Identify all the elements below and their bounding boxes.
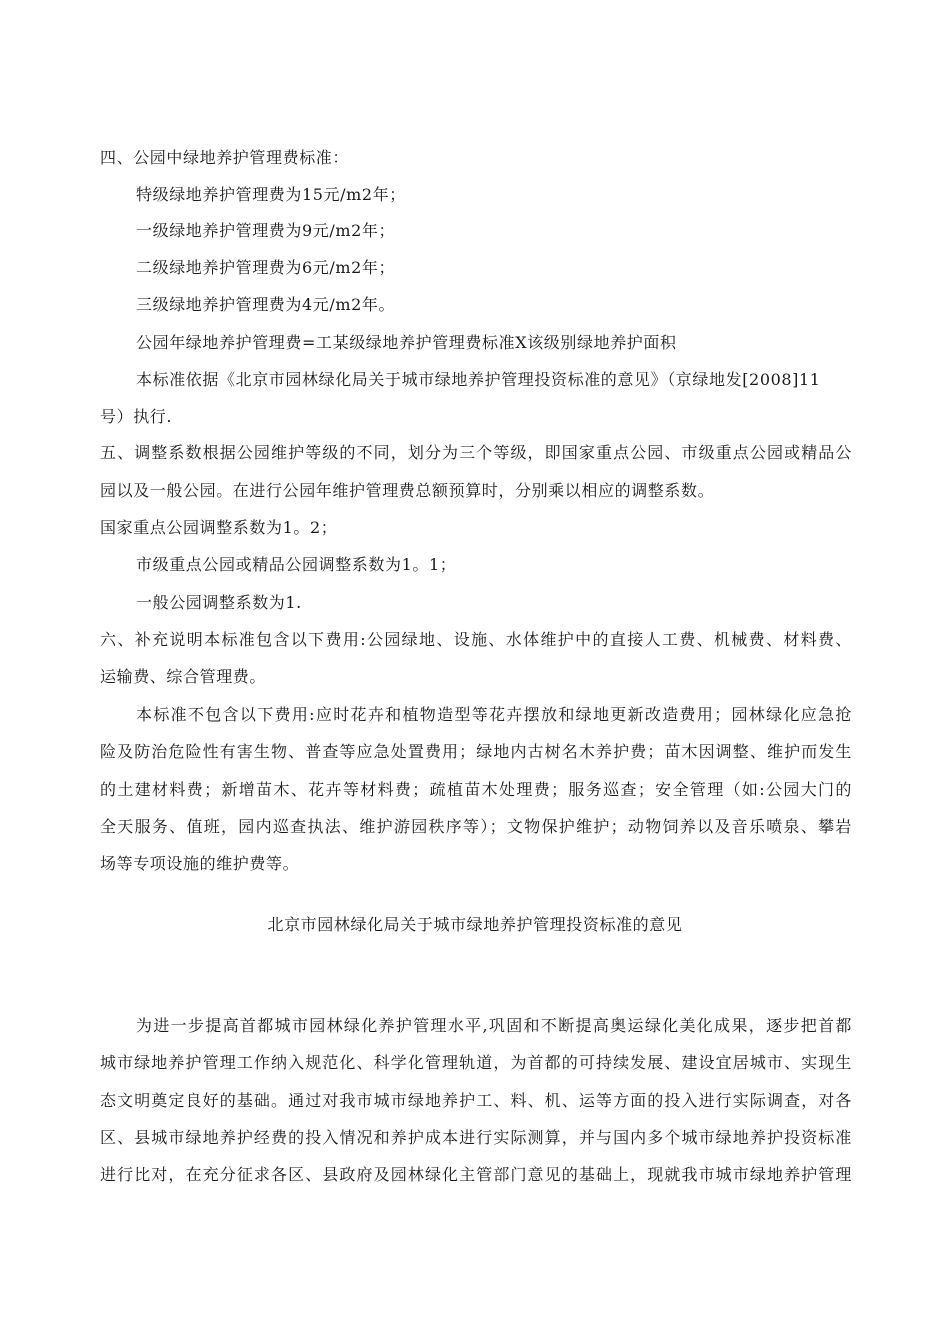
municipal-park-coefficient: 市级重点公园或精品公园调整系数为1。1； bbox=[136, 555, 457, 574]
exclusion-line-3: 的土建材料费；新增苗木、花卉等材料费；疏植苗木处理费；服务巡查；安全管理（如:公园大门的 bbox=[100, 780, 852, 799]
opinion-line-1: 为进一步提高首都城市园林绿化养护管理水平,巩固和不断提高奥运绿化美化成果，逐步把首都 bbox=[136, 1016, 852, 1035]
basis-line-1: 本标准依据《北京市园林绿化局关于城市绿地养护管理投资标准的意见》（京绿地发[2008]11 bbox=[136, 370, 821, 389]
special-grade-fee: 特级绿地养护管理费为15元/m2年； bbox=[136, 185, 406, 204]
opinion-line-4: 区、县城市绿地养护经费的投入情况和养护成本进行实际测算，并与国内多个城市绿地养护投资标准 bbox=[100, 1128, 852, 1147]
opinion-line-5: 进行比对，在充分征求各区、县政府及园林绿化主管部门意见的基础上，现就我市城市绿地养护管理 bbox=[100, 1165, 852, 1184]
general-park-coefficient: 一般公园调整系数为1. bbox=[136, 593, 302, 612]
fee-formula: 公园年绿地养护管理费=工某级绿地养护管理费标准X该级别绿地养护面积 bbox=[136, 333, 677, 352]
grade1-fee: 一级绿地养护管理费为9元/m2年； bbox=[136, 221, 396, 240]
grade2-fee: 二级绿地养护管理费为6元/m2年； bbox=[136, 258, 396, 277]
exclusion-line-5: 场等专项设施的维护费等。 bbox=[100, 854, 300, 873]
exclusion-line-2: 险及防治危险性有害生物、普查等应急处置费用；绿地内古树名木养护费；苗木因调整、维护而发生 bbox=[100, 742, 852, 761]
exclusion-line-4: 全天服务、值班，园内巡查执法、维护游园秩序等）；文物保护维护；动物饲养以及音乐喷泉、攀岩 bbox=[100, 817, 852, 836]
opinion-line-3: 态文明奠定良好的基础。通过对我市城市绿地养护工、料、机、运等方面的投入进行实际调查，对各 bbox=[100, 1091, 852, 1110]
section6-line-1: 六、补充说明本标准包含以下费用:公园绿地、设施、水体维护中的直接人工费、机械费、材料费、 bbox=[100, 630, 852, 649]
section6-line-2: 运输费、综合管理费。 bbox=[100, 667, 267, 686]
opinion-title: 北京市园林绿化局关于城市绿地养护管理投资标准的意见 bbox=[267, 915, 683, 934]
opinion-line-2: 城市绿地养护管理工作纳入规范化、科学化管理轨道，为首都的可持续发展、建设宜居城市、实现生 bbox=[100, 1053, 852, 1072]
section4-heading: 四、公园中绿地养护管理费标准： bbox=[100, 148, 350, 167]
national-park-coefficient: 国家重点公园调整系数为1。2； bbox=[100, 518, 338, 537]
grade3-fee: 三级绿地养护管理费为4元/m2年。 bbox=[136, 295, 396, 314]
section5-line-1: 五、调整系数根据公园维护等级的不同，划分为三个等级，即国家重点公园、市级重点公园或精品公 bbox=[100, 443, 852, 462]
exclusion-line-1: 本标准不包含以下费用:应时花卉和植物造型等花卉摆放和绿地更新改造费用；园林绿化应急抢 bbox=[136, 705, 852, 724]
basis-line-2: 号）执行. bbox=[100, 407, 173, 426]
section5-line-2: 园以及一般公园。在进行公园年维护管理费总额预算时，分别乘以相应的调整系数。 bbox=[100, 481, 715, 500]
